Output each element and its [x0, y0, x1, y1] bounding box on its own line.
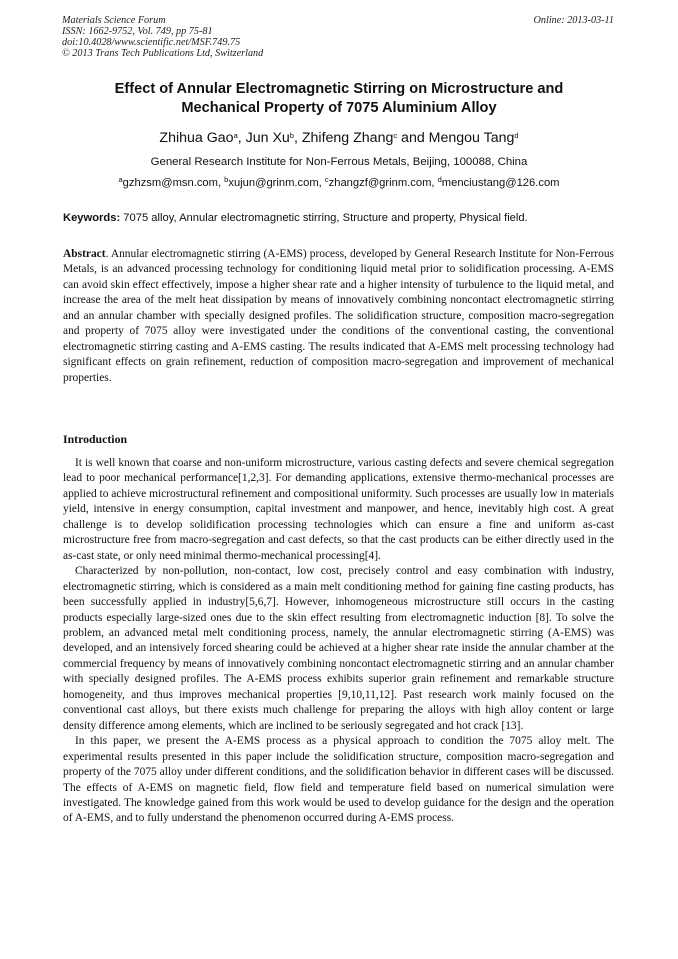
affiliation: General Research Institute for Non-Ferrous Metals, Beijing, 100088, China: [150, 156, 528, 168]
title-line-2: Mechanical Property of 7075 Aluminium Alloy: [181, 100, 497, 116]
email-address[interactable]: gzhzsm@msn.com: [122, 177, 218, 189]
author-marker: a: [233, 131, 238, 140]
introduction-paragraph: Characterized by non-pollution, non-contact, low cost, precisely control and easy combination with industry, electromagnetic stirring, which is considered as a main melt conditioning method for gaining fine casting products, has been successfully applied in industry[5,6,7]. However, inhomogeneous microstructure still occurs in the casting products especially large-sized ones due to the skin effect resulting from electromagnetic induction [8]. To solve the problem, an advanced metal melt conditioning process, namely, the annular electromagnetic stirring (A-EMS) was developed, and an intensively forced shearing could be achieved at a higher shear rate inside the annular chamber at the commercial frequency by means of innovatively combining noncontact electromagnetic stirring and an annular chamber with specially designed profiles. The A-EMS process exhibits superior grain refinement and remarkable structure homogeneity, and thus improves mechanical properties [9,10,11,12]. Past research work mainly focused on the conventional cast alloys, but there exists much challenge for preparing the alloys with high alloy content or large density difference among elements, which are inclined to be seriously segregated and hot crack [13].: [63, 565, 614, 732]
author-name: Zhihua Gao: [159, 130, 234, 146]
author-name: Zhifeng Zhang: [301, 130, 394, 146]
email-address[interactable]: zhangzf@grinm.com: [328, 177, 432, 189]
title-line-1: Effect of Annular Electromagnetic Stirring on Microstructure and: [114, 81, 564, 97]
author-name: Jun Xu: [245, 130, 290, 146]
introduction-heading: Introduction: [63, 432, 128, 446]
email-marker: d: [437, 175, 442, 184]
abstract-text: . Annular electromagnetic stirring (A-EMS) process, developed by General Research Institute for Non-Ferrous Metals, is an advanced processing technology for conditioning liquid metal prior to solidification processing. A-EMS can avoid skin effect effectively, impose a higher shear rate and a higher intensity of turbulence to the liquid metal, and increase the area of the melt heat dissipation by means of innovatively combining noncontact electromagnetic stirring and an annular chamber with specially designed profiles. The solidification structure, composition macro-segregation and property of 7075 alloy were investigated under the conditions of the conventional casting, the conventional electromagnetic stirring casting and A-EMS casting. The results indicated that A-EMS melt processing technology had significant effects on grain refinement, reduction of composition macro-segregation and improvement of mechanical properties.: [63, 248, 614, 384]
author-separator: and: [397, 130, 429, 146]
email-separator: ,: [217, 177, 225, 189]
keywords-text: 7075 alloy, Annular electromagnetic stirring, Structure and property, Physical field.: [120, 212, 528, 224]
author-marker: c: [393, 131, 398, 140]
email-marker: a: [118, 175, 123, 184]
author-separator: ,: [293, 130, 302, 146]
copyright-line: © 2013 Trans Tech Publications Ltd, Switzerland: [62, 48, 264, 59]
introduction-paragraph: In this paper, we present the A-EMS process as a physical approach to condition the 7075 alloy melt. The experimental results presented in this paper include the solidification structure, composition macro-segregation and property of the 7075 alloy under different conditions, and the solidification behavior in different cases will be discussed. The effects of A-EMS on magnetic field, flow field and temperature field based on numerical simulation were investigated. The knowledge gained from this work would be used to develop guidance for the design and the operation of A-EMS, and to fully understand the phenomenon occurred during A-EMS process.: [63, 735, 614, 825]
email-list: [60, 177, 618, 189]
abstract: [63, 247, 614, 386]
email-address[interactable]: menciustang@126.com: [441, 177, 560, 189]
keywords-label: Keywords:: [63, 212, 121, 224]
issn-line: ISSN: 1662-9752, Vol. 749, pp 75-81: [62, 26, 213, 37]
author-separator: ,: [237, 130, 246, 146]
email-marker: c: [324, 175, 329, 184]
author-marker: b: [289, 131, 294, 140]
author-list: [60, 130, 618, 146]
online-date: Online: 2013-03-11: [533, 15, 614, 26]
doi-line[interactable]: doi:10.4028/www.scientific.net/MSF.749.75: [62, 37, 241, 48]
email-address[interactable]: xujun@grinm.com: [228, 177, 319, 189]
journal-name: Materials Science Forum: [62, 15, 166, 26]
keywords: [63, 212, 615, 224]
introduction-paragraph: It is well known that coarse and non-uniform microstructure, various casting defects and severe chemical segregation lead to poor mechanical performance[1,2,3]. For demanding applications, extensive thermo-mechanical processes are applied to achieve microstructural refinement and compositional uniformity. Such processes are usually low in materials yield, intensive in energy consumption, capital investment and manpower, and hence, inevitably high cost. A great challenge is to develop solidification processing technologies which can ensure a fine and uniform as-cast microstructure free from macro-segregation and cast defects, so that the cast products can be either directly used in the as-cast state, or only need minimal thermo-mechanical processing[4].: [63, 457, 614, 562]
introduction-body: [63, 456, 614, 827]
email-marker: b: [224, 175, 229, 184]
journal-meta: [62, 15, 263, 59]
abstract-label: Abstract: [63, 248, 106, 260]
email-separator: ,: [431, 177, 438, 189]
author-name: Mengou Tang: [428, 130, 515, 146]
author-marker: d: [514, 131, 519, 140]
email-separator: ,: [318, 177, 325, 189]
paper-title: [60, 80, 618, 118]
